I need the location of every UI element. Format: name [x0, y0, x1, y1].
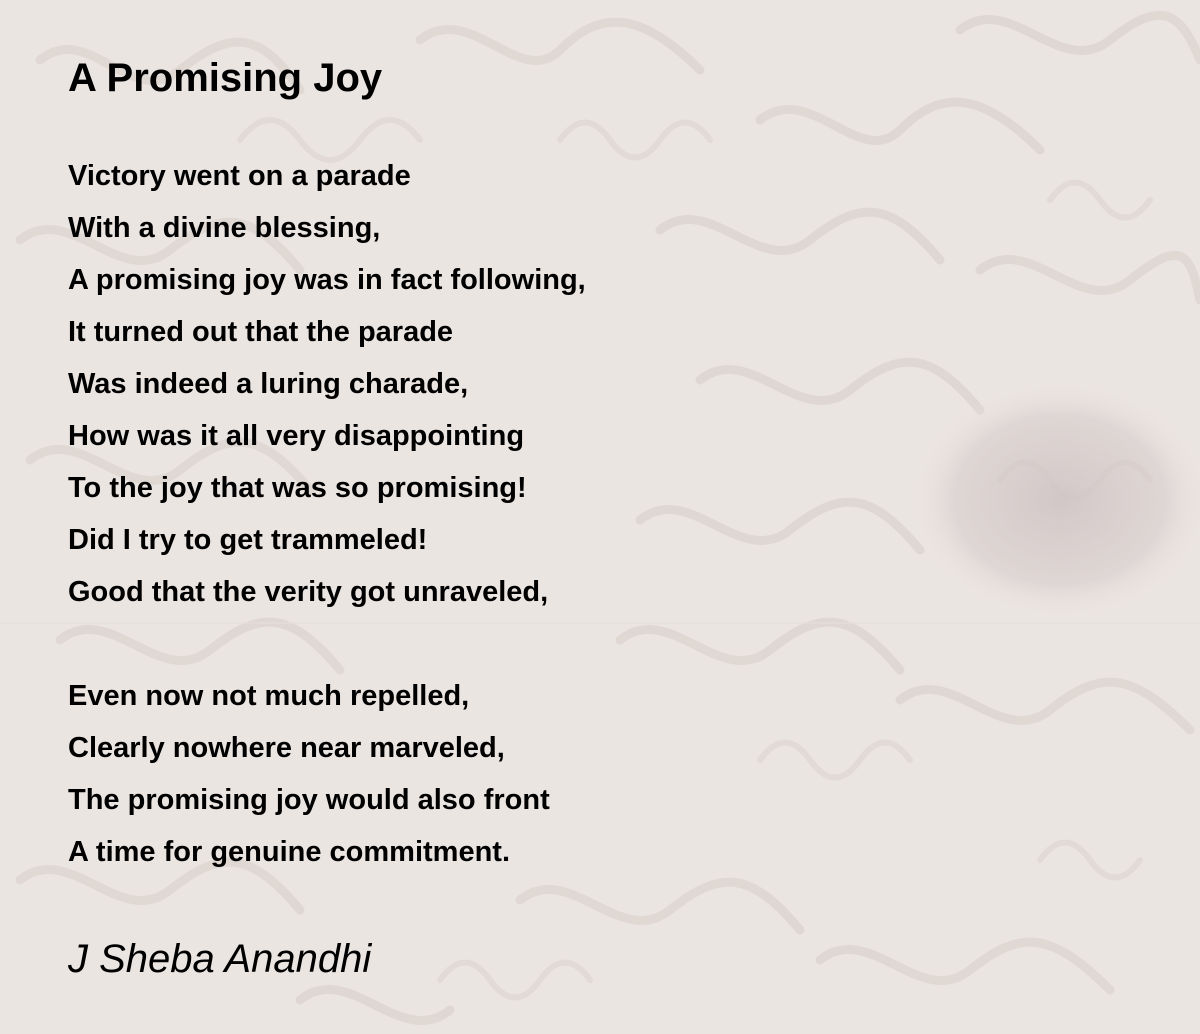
poem-line: How was it all very disappointing — [68, 420, 525, 452]
poem-line: Was indeed a luring charade, — [68, 368, 469, 400]
stanza-1 — [68, 150, 586, 618]
poem-line: Did I try to get trammeled! — [68, 524, 428, 556]
poem-line: Good that the verity got unraveled, — [68, 576, 549, 608]
poem-line: The promising joy would also front — [68, 784, 550, 816]
poem-title: A Promising Joy — [68, 56, 383, 100]
poem-line: A promising joy was in fact following, — [68, 264, 586, 296]
poem-line: A time for genuine commitment. — [68, 836, 511, 868]
poem-author: J Sheba Anandhi — [68, 937, 372, 981]
poem-line: To the joy that was so promising! — [68, 472, 527, 504]
poem-line: It turned out that the parade — [68, 316, 454, 348]
stanza-2 — [68, 670, 550, 878]
poem-line: Even now not much repelled, — [68, 680, 470, 712]
poem-line: With a divine blessing, — [68, 212, 381, 244]
poem-line: Victory went on a parade — [68, 160, 411, 192]
poem-line: Clearly nowhere near marveled, — [68, 732, 505, 764]
